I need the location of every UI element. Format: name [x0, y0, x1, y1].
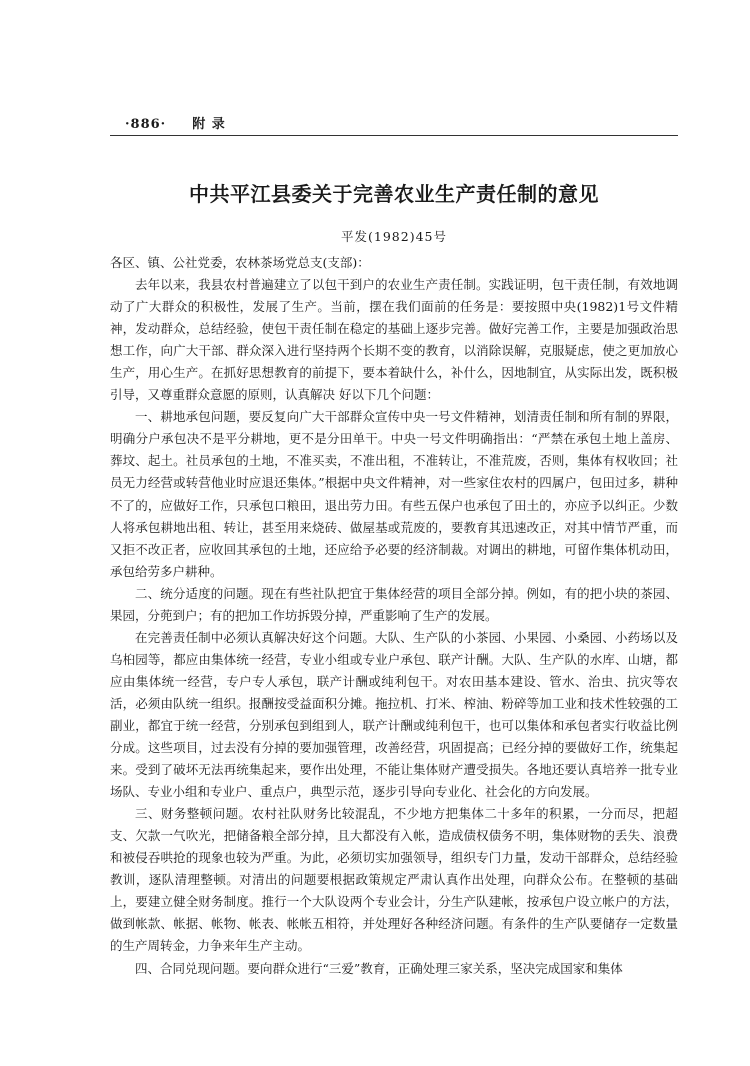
paragraph-intro: 去年以来，我县农村普遍建立了以包干到户的农业生产责任制。实践证明，包干责任制，有效地调动了广大群众的积极性，发展了生产。当前，摆在我们面前的任务是：要按照中央(1982)1号文件精神，发动群众，总结经验，使包干责任制在稳定的基础上逐步完善。做好完善工作，主要是加强政治思想工作，向广大干部、群众深入进行坚持两个长期不变的教育，以消除误解，克服疑虑，使之更加放心生产，用心生产。在抓好思想教育的前提下，要本着缺什么，补什么，因地制宜，从实际出发，既积极引导，又尊重群众意愿的原则，认真解决 好以下几个问题：	[110, 277, 678, 403]
page-number: ·886·	[125, 117, 167, 132]
paragraph-contract-fulfillment: 四、合同兑现问题。要向群众进行“三爱”教育，正确处理三家关系，坚决完成国家和集体	[135, 960, 623, 976]
paragraph-collective-operation: 在完善责任制中必须认真解决好这个问题。大队、生产队的小茶园、小果园、小桑园、小药场以及乌桕园等，都应由集体统一经营，专业小组或专业户承包、联产计酬。大队、生产队的水库、山塘，都应由集体统一经营，专户专人承包，联产计酬或纯利包干。对农田基本建设、管水、治虫、抗灾等农活，必须由队统一组织。报酬按受益面积分摊。拖拉机、打米、榨油、粉碎等加工业和技术性较强的工副业，都宜于统一经营，分别承包到组到人，联产计酬或纯利包干，也可以集体和承包者实行收益比例分成。这些项目，过去没有分掉的要加强管理，改善经营，巩固提高；已经分掉的要做好工作，统集起来。受到了破坏无法再统集起来，要作出处理，不能让集体财产遭受损失。各地还要认真培养一批专业场队、专业小组和专业户、重点户，典型示范，逐步引导向专业化、社会化的方向发展。	[110, 629, 678, 800]
header-rule	[110, 135, 678, 136]
running-header	[125, 113, 226, 132]
paragraph-farmland-contract: 一、耕地承包问题，要反复向广大干部群众宣传中央一号文件精神，划清责任制和所有制的界限，明确分户承包决不是平分耕地，更不是分田单干。中央一号文件明确指出：“严禁在承包土地上盖房、葬坟、起土。社员承包的土地，不准买卖，不准出租，不准转让，不准荒废，否则，集体有权收回；社员无力经营或转营他业时应退还集体。”根据中央文件精神，对一些家住农村的四属户，包田过多，耕种不了的，应做好工作，只承包口粮田，退出劳力田。有些五保户也承包了田土的，亦应予以纠正。少数人将承包耕地出租、转让，甚至用来烧砖、做屋基或荒废的，要教育其迅速改正，对其中情节严重，而又拒不改正者，应收回其承包的土地，还应给予必要的经济制裁。对调出的耕地，可留作集体机动田，承包给劳多户耕种。	[110, 409, 678, 579]
document-body	[110, 252, 678, 980]
document-title: 中共平江县委关于完善农业生产责任制的意见	[189, 182, 599, 206]
document-number: 平发(1982)45号	[341, 229, 447, 244]
salutation: 各区、镇、公社党委，农林茶场党总支(支部)：	[110, 255, 370, 270]
paragraph-unified-management: 二、统分适度的问题。现在有些社队把宜于集体经营的项目全部分掉。例如，有的把小块的茶园、果园，分蔸到户；有的把加工作坊拆毁分掉，严重影响了生产的发展。	[110, 585, 678, 623]
section-label: 附 录	[192, 117, 226, 132]
paragraph-finance-rectification: 三、财务整顿问题。农村社队财务比较混乱，不少地方把集体二十多年的积累，一分而尽，把超支、欠款一气吹光，把储备粮全部分掉，且大都没有入帐，造成债权债务不明，集体财物的丢失、浪费和被侵吞哄抢的现象也较为严重。为此，必须切实加强领导，组织专门力量，发动干部群众，总结经验教训，逐队清理整顿。对清出的问题要根据政策规定严肃认真作出处理，向群众公布。在整顿的基础上，要建立健全财务制度。推行一个大队设两个专业会计，分生产队建帐，按承包户设立帐户的方法，做到帐款、帐据、帐物、帐表、帐帐五相符，并处理好各种经济问题。有条件的生产队要储存一定数量的生产周转金，力争来年生产主动。	[110, 806, 678, 954]
